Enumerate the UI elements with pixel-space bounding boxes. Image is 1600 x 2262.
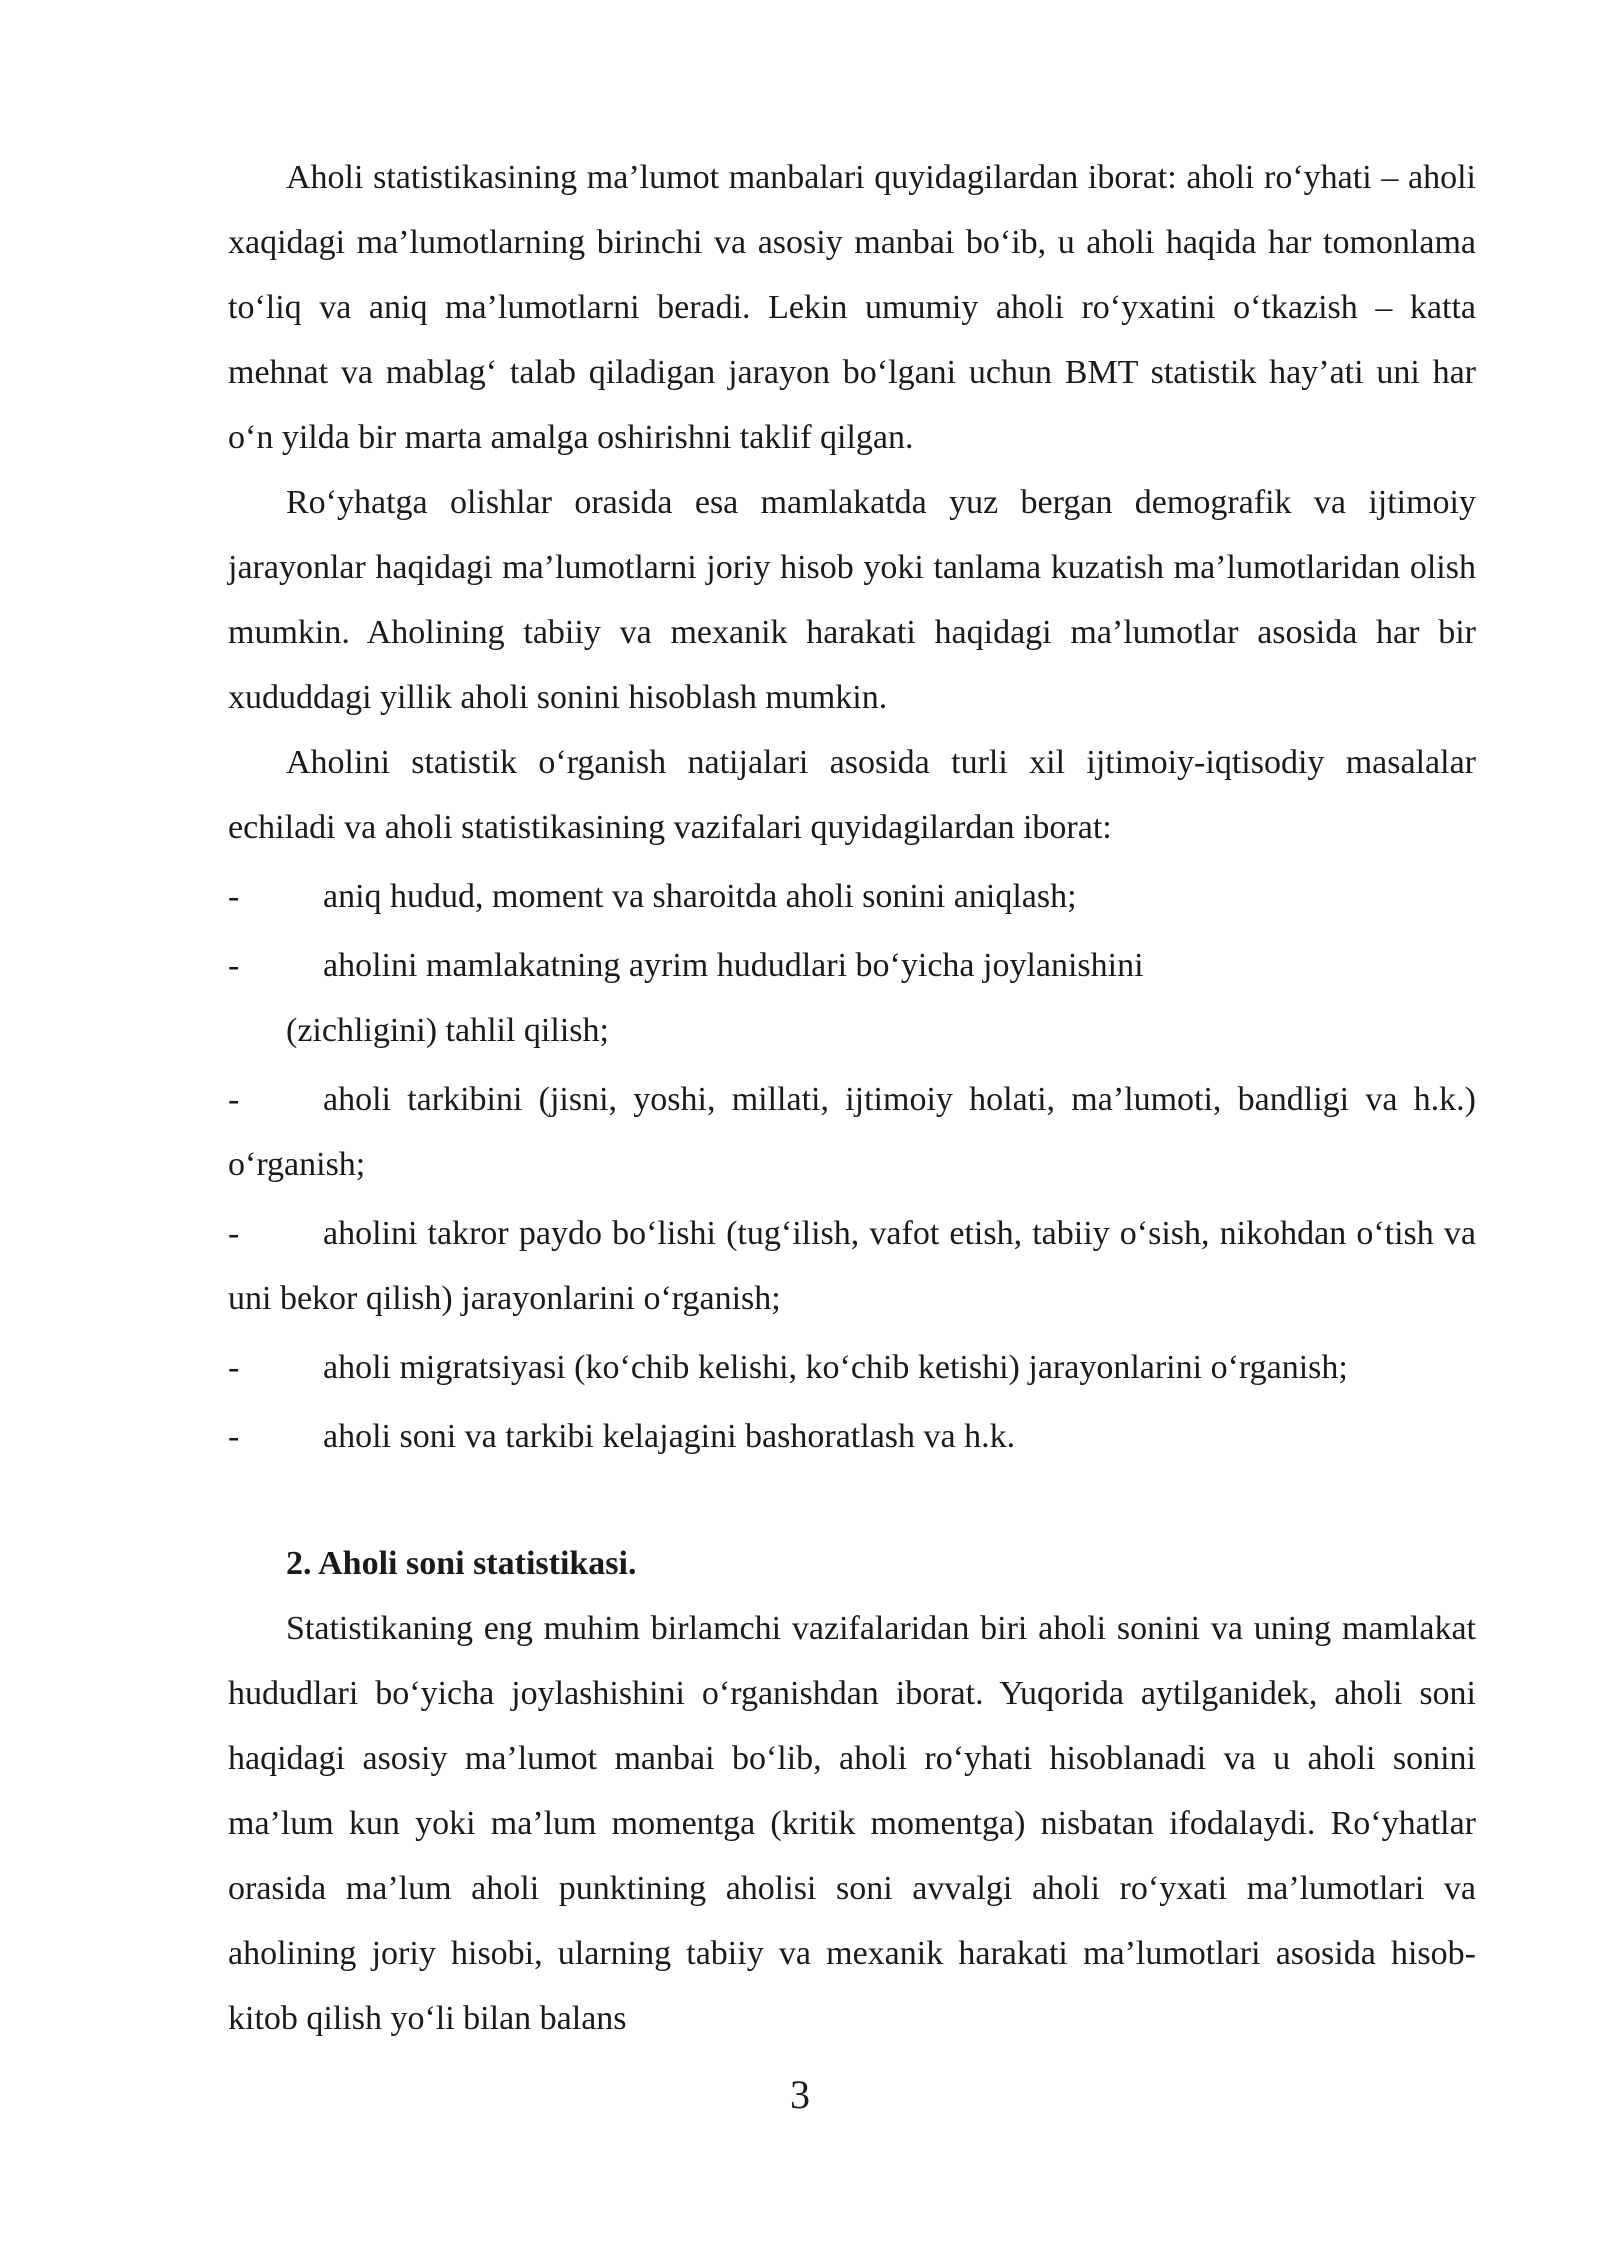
list-item-text: aholini takror paydo bo‘lishi (tug‘ilish, vafot etish, tabiiy o‘sish, nikohdan o‘tish va uni bekor qilish) jarayonlarini o‘rganish; <box>228 1215 1476 1317</box>
list-item-text: aholi migratsiyasi (ko‘chib kelishi, ko‘chib ketishi) jarayonlarini o‘rganish; <box>323 1349 1348 1386</box>
list-dash: - <box>228 1418 240 1455</box>
document-page <box>228 145 1476 2051</box>
paragraph-population-count: Statistikaning eng muhim birlamchi vazifalaridan biri aholi sonini va uning mamlakat hududlari bo‘yicha joylashishini o‘rganishdan iborat. Yuqorida aytilganidek, aholi soni haqidagi asosiy ma’lumot manbai bo‘lib, aholi ro‘yhati hisoblanadi va u aholi sonini ma’lum kun yoki ma’lum momentga (kritik momentga) nisbatan ifodalaydi. Ro‘yhatlar orasida ma’lum aholi punktining aholisi soni avvalgi aholi ro‘yxati ma’lumotlari va aholining joriy hisobi, ularning tabiiy va mexanik harakati ma’lumotlari asosida hisob-kitob qilish yo‘li bilan balans <box>228 1610 1476 2037</box>
list-dash: - <box>228 947 240 984</box>
section-heading: 2. Aholi soni statistikasi. <box>286 1545 637 1582</box>
list-item <box>228 864 1476 929</box>
list-item <box>228 933 1476 998</box>
list-dash: - <box>228 1349 240 1386</box>
list-dash: - <box>228 1215 240 1252</box>
paragraph-tasks-intro: Aholini statistik o‘rganish natijalari asosida turli xil ijtimoiy-iqtisodiy masalalar echiladi va aholi statistikasining vazifalari quyidagilardan iborat: <box>228 744 1476 846</box>
list-item-text: aholi tarkibini (jisni, yoshi, millati, ijtimoiy holati, ma’lumoti, bandligi va h.k.) o‘rganish; <box>228 1081 1476 1183</box>
list-item-text: aholini mamlakatning ayrim hududlari bo‘yicha joylanishini <box>323 947 1144 984</box>
list-item <box>228 1404 1476 1469</box>
page-number: 3 <box>790 2072 810 2117</box>
list-dash: - <box>228 878 240 915</box>
list-item <box>228 1067 1476 1197</box>
list-item-text: aholi soni va tarkibi kelajagini bashoratlash va h.k. <box>323 1418 1016 1455</box>
list-item <box>228 1201 1476 1331</box>
list-item <box>228 1335 1476 1400</box>
list-item-continuation: (zichligini) tahlil qilish; <box>286 1012 609 1049</box>
tasks-list <box>228 864 1476 1469</box>
paragraph-data-sources: Aholi statistikasining ma’lumot manbalari quyidagilardan iborat: aholi ro‘yhati – aholi xaqidagi ma’lumotlarning birinchi va asosiy manbai bo‘ib, u aholi haqida har tomonlama to‘liq va aniq ma’lumotlarni beradi. Lekin umumiy aholi ro‘yxatini o‘tkazish – katta mehnat va mablag‘ talab qiladigan jarayon bo‘lgani uchun BMT statistik hay’ati uni har o‘n yilda bir marta amalga oshirishni taklif qilgan. <box>228 159 1476 456</box>
list-dash: - <box>228 1081 240 1118</box>
list-item-text: aniq hudud, moment va sharoitda aholi sonini aniqlash; <box>323 878 1077 915</box>
paragraph-between-censuses: Ro‘yhatga olishlar orasida esa mamlakatda yuz bergan demografik va ijtimoiy jarayonlar haqidagi ma’lumotlarni joriy hisob yoki tanlama kuzatish ma’lumotlaridan olish mumkin. Aholining tabiiy va mexanik harakati haqidagi ma’lumotlar asosida har bir xududdagi yillik aholi sonini hisoblash mumkin. <box>228 484 1476 716</box>
